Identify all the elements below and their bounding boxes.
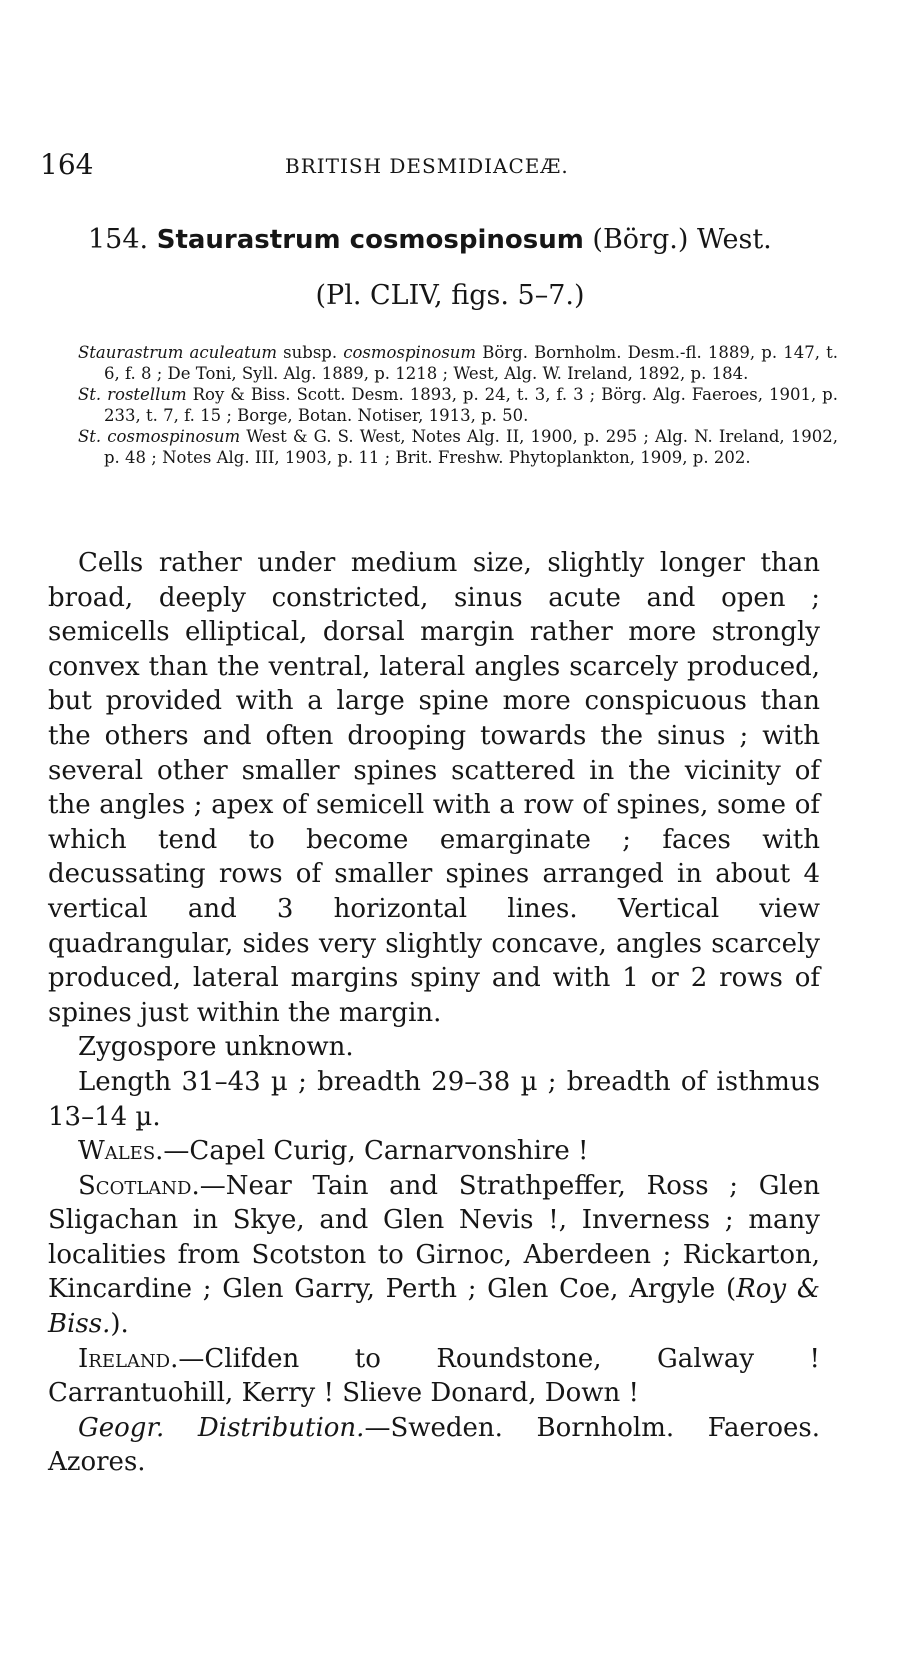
scotland-locality: Scotland.—Near Tain and Strathpeffer, Ross ; Glen Sligachan in Skye, and Glen Nevis !, Inverness ; many localities from Scotston to Girnoc, Aberdeen ; Rickarton, Kincardine ; Glen Garry, Perth ; Glen Coe, Argyle (Roy & Biss.). (48, 1170, 821, 1340)
species-title (88, 224, 772, 255)
zygospore-paragraph: Zygospore unknown. (78, 1032, 354, 1063)
region-label: Scotland. (78, 1170, 200, 1201)
species-body (48, 546, 820, 1480)
species-name: Staurastrum cosmospinosum (156, 225, 584, 255)
synonym-entry: St. rostellum Roy & Biss. Scott. Desm. 1893, p. 24, t. 3, f. 3 ; Börg. Alg. Faeroes, 1901, p. 233, t. 7, f. 15 ; Borge, Botan. Notiser, 1913, p. 50. (78, 385, 838, 425)
distribution-label: Geogr. Distribution. (78, 1412, 365, 1443)
ireland-locality: Ireland.—Clifden to Roundstone, Galway ! Carrantuohill, Kerry ! Slieve Donard, Down ! (48, 1343, 820, 1409)
running-head: BRITISH DESMIDIACEÆ. (285, 154, 569, 178)
wales-locality: Wales.—Capel Curig, Carnarvonshire ! (78, 1136, 589, 1167)
plate-reference: (Pl. CLIV, figs. 5–7.) (315, 280, 585, 311)
species-number: 154. (88, 224, 149, 255)
synonym-name: Staurastrum aculeatum (78, 343, 278, 362)
synonym-name: St. cosmospinosum (78, 427, 241, 446)
description-paragraph: Cells rather under medium size, slightly longer than broad, deeply constricted, sinus acute and open ; semicells elliptical, dorsal margin rather more strongly convex than the ventral, lateral angles scarcely produced, but provided with a large spine more conspicuous than the others and often drooping towards the sinus ; with several other smaller spines scattered in the vicinity of the angles ; apex of semicell with a row of spines, some of which tend to become emarginate ; faces with decussating rows of smaller spines arranged in about 4 vertical and 3 horizontal lines. Vertical view quadrangular, sides very slightly concave, angles scarcely produced, lateral margins spiny and with 1 or 2 rows of spines just within the margin. (48, 548, 820, 1028)
page-number: 164 (40, 148, 94, 181)
dimensions-paragraph: Length 31–43 µ ; breadth 29–38 µ ; breadth of isthmus 13–14 µ. (48, 1066, 820, 1132)
synonym-entry: St. cosmospinosum West & G. S. West, Notes Alg. II, 1900, p. 295 ; Alg. N. Ireland, 1902, p. 48 ; Notes Alg. III, 1903, p. 11 ; Brit. Freshw. Phytoplankton, 1909, p. 202. (78, 427, 838, 467)
synonym-name: St. rostellum (78, 385, 187, 404)
region-label: Ireland. (78, 1343, 179, 1374)
region-label: Wales. (78, 1136, 164, 1167)
authority-citation: Roy & Biss. (48, 1274, 821, 1340)
synonym-entry: Staurastrum aculeatum subsp. cosmospinosum Börg. Bornholm. Desm.-fl. 1889, p. 147, t. 6, f. 8 ; De Toni, Syll. Alg. 1889, p. 1218 ; West, Alg. W. Ireland, 1892, p. 184. (78, 343, 838, 383)
geographic-distribution: Geogr. Distribution.—Sweden. Bornholm. Faeroes. Azores. (48, 1412, 820, 1478)
page-header (0, 148, 900, 188)
synonym-subspecies: cosmospinosum (343, 343, 477, 362)
synonymy-list (78, 342, 838, 468)
species-authority: (Börg.) West. (592, 224, 772, 255)
